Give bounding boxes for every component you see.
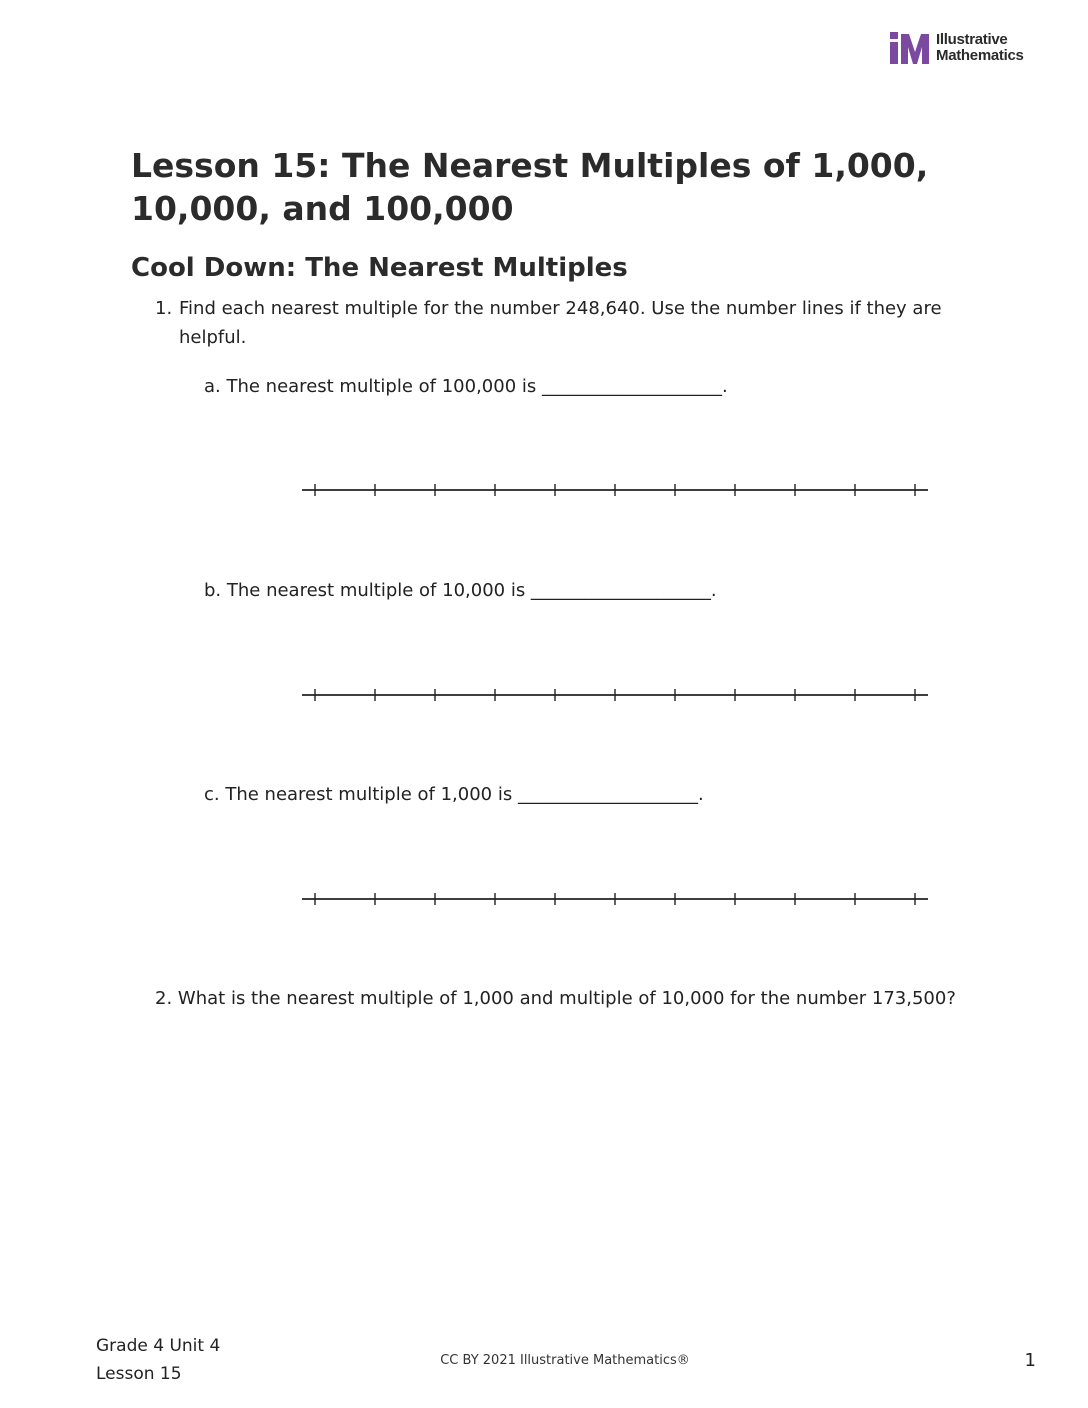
number-line-b <box>300 685 930 705</box>
question-1-text: Find each nearest multiple for the number 248,640. Use the number lines if they are helpful. <box>179 298 942 348</box>
footer-copyright: CC BY 2021 Illustrative Mathematics® <box>440 1353 690 1368</box>
number-line-c <box>300 889 930 909</box>
part-a-answer-blank[interactable]: ____________________ <box>541 376 722 397</box>
question-1-number: 1. <box>155 298 173 319</box>
part-b-period: . <box>710 580 717 601</box>
section-title: Cool Down: The Nearest Multiples <box>131 253 628 283</box>
question-1-part-a <box>204 374 728 400</box>
question-1-part-b <box>204 578 717 604</box>
part-c-answer-blank[interactable]: ____________________ <box>517 784 698 805</box>
question-1-part-c <box>204 782 704 808</box>
number-line-a <box>300 480 930 500</box>
part-a-period: . <box>721 376 728 397</box>
part-c-period: . <box>697 784 704 805</box>
footer-lesson: Lesson 15 <box>96 1364 182 1384</box>
footer-grade-unit: Grade 4 Unit 4 <box>96 1336 221 1356</box>
part-b-label: b. The nearest multiple of 10,000 is <box>204 580 531 601</box>
im-logo-mark <box>888 32 932 66</box>
question-2-number: 2. <box>155 988 173 1009</box>
lesson-title: Lesson 15: The Nearest Multiples of 1,000, 10,000, and 100,000 <box>131 146 929 228</box>
footer-page-number: 1 <box>1024 1350 1036 1371</box>
question-2 <box>155 986 956 1012</box>
illustrative-mathematics-logo <box>888 32 1048 68</box>
logo-text-line2: Mathematics <box>936 47 1024 64</box>
question-2-text: What is the nearest multiple of 1,000 and multiple of 10,000 for the number 173,500? <box>177 988 956 1009</box>
logo-text-line1: Illustrative <box>936 31 1008 48</box>
part-a-label: a. The nearest multiple of 100,000 is <box>204 376 542 397</box>
part-b-answer-blank[interactable]: ____________________ <box>530 580 711 601</box>
part-c-label: c. The nearest multiple of 1,000 is <box>204 784 518 805</box>
